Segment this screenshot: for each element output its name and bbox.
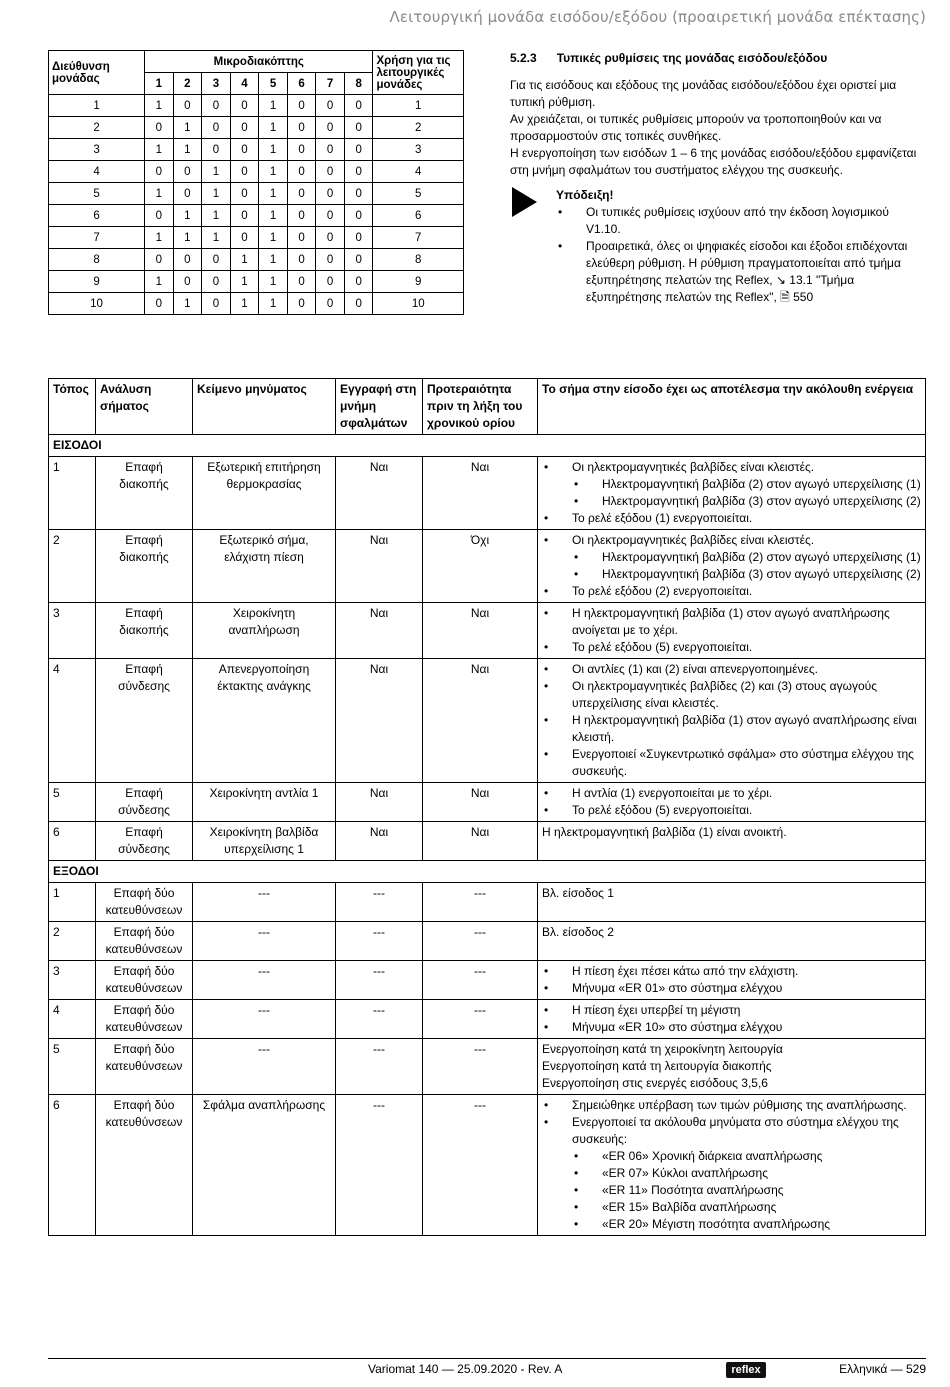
- address-cell: 2: [49, 117, 145, 139]
- switch-bit-cell: 0: [287, 227, 316, 249]
- action-item: [542, 980, 921, 997]
- action-line: Ενεργοποίηση κατά τη χειροκίνητη λειτουργία: [542, 1042, 783, 1056]
- switch-bit-cell: 0: [145, 117, 174, 139]
- action-cell: [538, 961, 926, 1000]
- signal-type-cell: Επαφή δύο κατευθύνσεων: [96, 1095, 193, 1236]
- switch-bit-cell: 0: [202, 117, 231, 139]
- switch-bit-cell: 0: [202, 249, 231, 271]
- message-cell: ---: [193, 1000, 336, 1039]
- signal-table: [48, 378, 926, 1236]
- switch-bit-cell: 0: [316, 205, 345, 227]
- switch-bit-cell: 0: [344, 249, 373, 271]
- switch-bit-cell: 1: [202, 227, 231, 249]
- switch-bit-cell: 1: [230, 249, 259, 271]
- action-text: Μήνυμα «ER 01» στο σύστημα ελέγχου: [572, 981, 783, 995]
- use-cell: 10: [373, 293, 464, 315]
- priority-cell: ---: [423, 1095, 538, 1236]
- action-item: [542, 712, 921, 746]
- action-item: [542, 459, 921, 510]
- reflex-logo: reflex: [726, 1362, 766, 1378]
- address-cell: 9: [49, 271, 145, 293]
- action-text: Σημειώθηκε υπέρβαση των τιμών ρύθμισης της αναπλήρωσης.: [572, 1098, 907, 1112]
- use-cell: 6: [373, 205, 464, 227]
- switch-bit-cell: 0: [344, 271, 373, 293]
- switch-number: 4: [230, 73, 259, 95]
- switch-bit-cell: 1: [173, 293, 202, 315]
- priority-cell: Ναι: [423, 822, 538, 861]
- switch-bit-cell: 1: [259, 95, 288, 117]
- table-row: [49, 1095, 926, 1236]
- fault-log-cell: Ναι: [336, 822, 423, 861]
- switch-bit-cell: 1: [202, 161, 231, 183]
- table-row: [49, 227, 464, 249]
- switch-bit-cell: 0: [316, 271, 345, 293]
- position-cell: 6: [49, 1095, 96, 1236]
- switch-bit-cell: 0: [230, 161, 259, 183]
- action-line: Η ηλεκτρομαγνητική βαλβίδα (1) είναι ανοικτή.: [542, 825, 787, 839]
- table-row: [49, 530, 926, 603]
- table-row: [49, 249, 464, 271]
- action-text: Το ρελέ εξόδου (1) ενεργοποιείται.: [572, 511, 753, 525]
- switch-bit-cell: 1: [145, 271, 174, 293]
- switch-number: 8: [344, 73, 373, 95]
- action-cell: [538, 603, 926, 659]
- table-row: [49, 271, 464, 293]
- switch-bit-cell: 1: [259, 183, 288, 205]
- action-item: [542, 1114, 921, 1233]
- fault-log-cell: ---: [336, 1095, 423, 1236]
- action-text: Το ρελέ εξόδου (2) ενεργοποιείται.: [572, 584, 753, 598]
- action-cell: [538, 1039, 926, 1095]
- switch-bit-cell: 1: [145, 227, 174, 249]
- address-cell: 5: [49, 183, 145, 205]
- fault-log-cell: ---: [336, 961, 423, 1000]
- switch-number: 2: [173, 73, 202, 95]
- position-cell: 2: [49, 530, 96, 603]
- action-item: [542, 802, 921, 819]
- fault-log-cell: Ναι: [336, 659, 423, 783]
- action-list: [542, 963, 921, 997]
- section-title: Τυπικές ρυθμίσεις της μονάδας εισόδου/εξόδου: [556, 51, 828, 65]
- action-item: [542, 678, 921, 712]
- action-list: [542, 1097, 921, 1233]
- table-row: [49, 139, 464, 161]
- position-cell: 4: [49, 659, 96, 783]
- position-cell: 1: [49, 457, 96, 530]
- use-cell: 3: [373, 139, 464, 161]
- position-cell: 5: [49, 1039, 96, 1095]
- table-row: [49, 883, 926, 922]
- priority-cell: ---: [423, 883, 538, 922]
- position-cell: 3: [49, 961, 96, 1000]
- switch-bit-cell: 1: [173, 205, 202, 227]
- message-cell: ---: [193, 961, 336, 1000]
- switch-bit-cell: 0: [287, 293, 316, 315]
- message-cell: Εξωτερική επιτήρηση θερμοκρασίας: [193, 457, 336, 530]
- message-cell: Χειροκίνητη βαλβίδα υπερχείλισης 1: [193, 822, 336, 861]
- switch-bit-cell: 0: [344, 227, 373, 249]
- table-row: [49, 293, 464, 315]
- action-text: Η πίεση έχει υπερβεί τη μέγιστη: [572, 1003, 741, 1017]
- inputs-group: [49, 435, 926, 457]
- switch-bit-cell: 1: [259, 271, 288, 293]
- switch-bit-cell: 1: [145, 183, 174, 205]
- signal-type-cell: Επαφή σύνδεσης: [96, 659, 193, 783]
- message-cell: Απενεργοποίηση έκτακτης ανάγκης: [193, 659, 336, 783]
- position-cell: 4: [49, 1000, 96, 1039]
- action-list: [542, 459, 921, 527]
- switch-bit-cell: 1: [173, 117, 202, 139]
- action-cell: [538, 530, 926, 603]
- use-cell: 4: [373, 161, 464, 183]
- switch-bit-cell: 0: [287, 95, 316, 117]
- column-header: Τόπος: [49, 379, 96, 435]
- switch-bit-cell: 0: [287, 117, 316, 139]
- switch-bit-cell: 1: [202, 205, 231, 227]
- table-row: [49, 205, 464, 227]
- action-text: Το ρελέ εξόδου (5) ενεργοποιείται.: [572, 803, 753, 817]
- message-cell: Σφάλμα αναπλήρωσης: [193, 1095, 336, 1236]
- action-text: Ενεργοποιεί τα ακόλουθα μηνύματα στο σύστημα ελέγχου της συσκευής:: [572, 1115, 899, 1146]
- action-item: [542, 510, 921, 527]
- action-text: Μήνυμα «ER 10» στο σύστημα ελέγχου: [572, 1020, 783, 1034]
- switch-bit-cell: 0: [316, 95, 345, 117]
- position-cell: 3: [49, 603, 96, 659]
- switch-bit-cell: 0: [316, 117, 345, 139]
- table-row: [49, 183, 464, 205]
- switch-number: 3: [202, 73, 231, 95]
- footer-rule: [48, 1358, 926, 1359]
- switch-bit-cell: 0: [230, 205, 259, 227]
- use-cell: 9: [373, 271, 464, 293]
- action-cell: [538, 822, 926, 861]
- switch-bit-cell: 0: [344, 95, 373, 117]
- action-subitem: • «ER 20» Μέγιστη ποσότητα αναπλήρωσης: [572, 1216, 921, 1233]
- action-text: Οι ηλεκτρομαγνητικές βαλβίδες (2) και (3) στους αγωγούς υπερχείλισης είναι κλειστές.: [572, 679, 877, 710]
- action-item: [542, 532, 921, 583]
- message-cell: Εξωτερικό σήμα, ελάχιστη πίεση: [193, 530, 336, 603]
- action-cell: [538, 783, 926, 822]
- switch-bit-cell: 0: [173, 183, 202, 205]
- use-cell: 8: [373, 249, 464, 271]
- action-sublist: [572, 549, 921, 583]
- action-text: Η πίεση έχει πέσει κάτω από την ελάχιστη.: [572, 964, 799, 978]
- switch-bit-cell: 1: [259, 293, 288, 315]
- message-cell: ---: [193, 883, 336, 922]
- message-cell: Χειροκίνητη αναπλήρωση: [193, 603, 336, 659]
- action-text: Η αντλία (1) ενεργοποιείται με το χέρι.: [572, 786, 773, 800]
- col-address-header: Διεύθυνση μονάδας: [49, 51, 145, 95]
- table-row: [49, 603, 926, 659]
- switch-bit-cell: 0: [202, 139, 231, 161]
- switch-bit-cell: 0: [145, 161, 174, 183]
- action-sublist: [572, 476, 921, 510]
- note-title: Υπόδειξη!: [556, 188, 614, 202]
- action-line: Ενεργοποίηση στις ενεργές εισόδους 3,5,6: [542, 1076, 768, 1090]
- action-cell: [538, 883, 926, 922]
- switch-bit-cell: 0: [316, 293, 345, 315]
- switch-number: 5: [259, 73, 288, 95]
- action-text: Ενεργοποιεί «Συγκεντρωτικό σφάλμα» στο σύστημα ελέγχου της συσκευής.: [572, 747, 914, 778]
- action-item: [542, 639, 921, 656]
- switch-bit-cell: 0: [344, 293, 373, 315]
- signal-type-cell: Επαφή δύο κατευθύνσεων: [96, 1039, 193, 1095]
- switch-bit-cell: 0: [316, 161, 345, 183]
- footer-doc-info: Variomat 140 — 25.09.2020 - Rev. A: [368, 1362, 563, 1376]
- action-item: [542, 661, 921, 678]
- message-cell: ---: [193, 1039, 336, 1095]
- action-cell: [538, 659, 926, 783]
- switch-bit-cell: 0: [316, 139, 345, 161]
- column-header: Κείμενο μηνύματος: [193, 379, 336, 435]
- action-list: [542, 661, 921, 780]
- table-row: [49, 457, 926, 530]
- message-cell: ---: [193, 922, 336, 961]
- column-header: Προτεραιότητα πριν τη λήξη του χρονικού ορίου: [423, 379, 538, 435]
- table-row: [49, 117, 464, 139]
- switch-bit-cell: 0: [287, 205, 316, 227]
- priority-cell: ---: [423, 922, 538, 961]
- switch-bit-cell: 0: [230, 227, 259, 249]
- note-arrow-icon: [512, 187, 537, 217]
- signal-type-cell: Επαφή δύο κατευθύνσεων: [96, 883, 193, 922]
- fault-log-cell: ---: [336, 1000, 423, 1039]
- switch-bit-cell: 1: [145, 95, 174, 117]
- switch-number: 1: [145, 73, 174, 95]
- address-cell: 7: [49, 227, 145, 249]
- action-text: Οι αντλίες (1) και (2) είναι απενεργοποιημένες.: [572, 662, 818, 676]
- action-list: [542, 785, 921, 819]
- outputs-group: [49, 861, 926, 883]
- paragraph: Για τις εισόδους και εξόδους της μονάδας εισόδου/εξόδου έχει οριστεί μια τυπική ρύθμιση.: [510, 78, 897, 109]
- action-list: [542, 605, 921, 656]
- address-cell: 10: [49, 293, 145, 315]
- switch-bit-cell: 1: [259, 139, 288, 161]
- action-subitem: • Ηλεκτρομαγνητική βαλβίδα (2) στον αγωγό υπερχείλισης (1): [572, 476, 921, 493]
- col-switch-header: Μικροδιακόπτης: [145, 51, 373, 73]
- outputs-group-label: ΕΞΟΔΟΙ: [49, 861, 926, 883]
- priority-cell: Ναι: [423, 457, 538, 530]
- position-cell: 1: [49, 883, 96, 922]
- switch-number: 6: [287, 73, 316, 95]
- switch-bit-cell: 0: [287, 139, 316, 161]
- action-text: Η ηλεκτρομαγνητική βαλβίδα (1) στον αγωγό αναπλήρωσης είναι κλειστή.: [572, 713, 917, 744]
- switch-bit-cell: 1: [259, 117, 288, 139]
- fault-log-cell: ---: [336, 922, 423, 961]
- action-subitem: • Ηλεκτρομαγνητική βαλβίδα (3) στον αγωγό υπερχείλισης (2): [572, 566, 921, 583]
- switch-bit-cell: 0: [287, 161, 316, 183]
- action-text: Οι ηλεκτρομαγνητικές βαλβίδες είναι κλειστές.: [572, 460, 815, 474]
- table-row: [49, 822, 926, 861]
- switch-bit-cell: 0: [145, 293, 174, 315]
- switch-bit-cell: 1: [259, 227, 288, 249]
- paragraph: Αν χρειάζεται, οι τυπικές ρυθμίσεις μπορούν να τροποποιηθούν και να προσαρμοστούν στις τοπικές συνθήκες.: [510, 112, 882, 143]
- use-cell: 1: [373, 95, 464, 117]
- switch-bit-cell: 0: [316, 227, 345, 249]
- action-cell: [538, 457, 926, 530]
- switch-bit-cell: 0: [145, 249, 174, 271]
- table-row: [49, 922, 926, 961]
- use-cell: 7: [373, 227, 464, 249]
- switch-bit-cell: 0: [230, 139, 259, 161]
- fault-log-cell: ---: [336, 1039, 423, 1095]
- action-item: [542, 746, 921, 780]
- action-subitem: • «ER 07» Κύκλοι αναπλήρωσης: [572, 1165, 921, 1182]
- priority-cell: ---: [423, 961, 538, 1000]
- action-item: [542, 605, 921, 639]
- action-subitem: • «ER 15» Βαλβίδα αναπλήρωσης: [572, 1199, 921, 1216]
- switch-bit-cell: 0: [344, 161, 373, 183]
- priority-cell: ---: [423, 1000, 538, 1039]
- action-item: [542, 1002, 921, 1019]
- fault-log-cell: ---: [336, 883, 423, 922]
- fault-log-cell: Ναι: [336, 530, 423, 603]
- address-cell: 6: [49, 205, 145, 227]
- section-number: 5.2.3: [510, 51, 537, 65]
- switch-bit-cell: 0: [202, 293, 231, 315]
- switch-bit-cell: 1: [230, 271, 259, 293]
- note-item: • Οι τυπικές ρυθμίσεις ισχύουν από την έκδοση λογισμικού V1.10.: [556, 204, 918, 238]
- action-item: [542, 1097, 921, 1114]
- switch-bit-cell: 0: [202, 95, 231, 117]
- address-cell: 1: [49, 95, 145, 117]
- action-text: Οι ηλεκτρομαγνητικές βαλβίδες είναι κλειστές.: [572, 533, 815, 547]
- use-cell: 2: [373, 117, 464, 139]
- switch-bit-cell: 1: [259, 161, 288, 183]
- switch-bit-cell: 0: [344, 183, 373, 205]
- fault-log-cell: Ναι: [336, 603, 423, 659]
- action-text: Η ηλεκτρομαγνητική βαλβίδα (1) στον αγωγό αναπλήρωσης ανοίγεται με το χέρι.: [572, 606, 890, 637]
- position-cell: 6: [49, 822, 96, 861]
- switch-bit-cell: 0: [202, 271, 231, 293]
- signal-type-cell: Επαφή δύο κατευθύνσεων: [96, 922, 193, 961]
- action-cell: [538, 922, 926, 961]
- action-text: Το ρελέ εξόδου (5) ενεργοποιείται.: [572, 640, 753, 654]
- action-sublist: [572, 1148, 921, 1233]
- fault-log-cell: Ναι: [336, 783, 423, 822]
- use-cell: 5: [373, 183, 464, 205]
- switch-bit-cell: 0: [173, 161, 202, 183]
- switch-bit-cell: 0: [287, 271, 316, 293]
- priority-cell: Ναι: [423, 659, 538, 783]
- column-header: Το σήμα στην είσοδο έχει ως αποτέλεσμα την ακόλουθη ενέργεια: [538, 379, 926, 435]
- section-heading: [510, 50, 918, 67]
- running-header: Λειτουργική μονάδα εισόδου/εξόδου (προαιρετική μονάδα επέκτασης): [389, 8, 926, 26]
- action-subitem: • Ηλεκτρομαγνητική βαλβίδα (3) στον αγωγό υπερχείλισης (2): [572, 493, 921, 510]
- switch-bit-cell: 0: [344, 139, 373, 161]
- action-cell: [538, 1000, 926, 1039]
- signal-type-cell: Επαφή διακοπής: [96, 457, 193, 530]
- fault-log-cell: Ναι: [336, 457, 423, 530]
- switch-bit-cell: 0: [344, 205, 373, 227]
- switch-bit-cell: 1: [230, 293, 259, 315]
- signal-type-cell: Επαφή διακοπής: [96, 530, 193, 603]
- switch-bit-cell: 0: [344, 117, 373, 139]
- action-cell: [538, 1095, 926, 1236]
- action-subitem: • Ηλεκτρομαγνητική βαλβίδα (2) στον αγωγό υπερχείλισης (1): [572, 549, 921, 566]
- table-row: [49, 1000, 926, 1039]
- signal-type-cell: Επαφή διακοπής: [96, 603, 193, 659]
- switch-bit-cell: 0: [230, 117, 259, 139]
- switch-bit-cell: 1: [173, 227, 202, 249]
- note-item: • Προαιρετικά, όλες οι ψηφιακές είσοδοι και έξοδοι επιδέχονται ελεύθερη ρύθμιση. Η ρύθμιση πραγματοποιείται από τμήμα εξυπηρέτησης πελατών της Reflex, ↘ 13.1 "Τμήμα εξυπηρέτησης πελατών της Reflex", 🗎 550: [556, 238, 918, 306]
- signal-type-cell: Επαφή δύο κατευθύνσεων: [96, 1000, 193, 1039]
- action-item: [542, 963, 921, 980]
- message-cell: Χειροκίνητη αντλία 1: [193, 783, 336, 822]
- address-cell: 8: [49, 249, 145, 271]
- table-row: [49, 161, 464, 183]
- switch-bit-cell: 1: [259, 249, 288, 271]
- switch-bit-cell: 0: [230, 95, 259, 117]
- col-use-header: Χρήση για τις λειτουργικές μονάδες: [373, 51, 464, 95]
- switch-bit-cell: 0: [173, 95, 202, 117]
- switch-number: 7: [316, 73, 345, 95]
- priority-cell: ---: [423, 1039, 538, 1095]
- action-item: [542, 1019, 921, 1036]
- action-line: Βλ. είσοδος 2: [542, 925, 614, 939]
- switch-bit-cell: 1: [173, 139, 202, 161]
- paragraph: Η ενεργοποίηση των εισόδων 1 – 6 της μονάδας εισόδου/εξόδου εμφανίζεται στη μνήμη σφαλμάτων του συστήματος ελέγχου της συσκευής.: [510, 146, 917, 177]
- signal-type-cell: Επαφή σύνδεσης: [96, 822, 193, 861]
- signal-type-cell: Επαφή δύο κατευθύνσεων: [96, 961, 193, 1000]
- action-line: Βλ. είσοδος 1: [542, 886, 614, 900]
- switch-bit-cell: 0: [145, 205, 174, 227]
- action-list: [542, 1002, 921, 1036]
- switch-bit-cell: 0: [173, 271, 202, 293]
- footer-page: Ελληνικά — 529: [839, 1362, 926, 1376]
- priority-cell: Όχι: [423, 530, 538, 603]
- address-cell: 4: [49, 161, 145, 183]
- switch-bit-cell: 1: [202, 183, 231, 205]
- table-row: [49, 95, 464, 117]
- table-row: [49, 961, 926, 1000]
- position-cell: 5: [49, 783, 96, 822]
- dip-switch-table: [48, 50, 464, 315]
- inputs-group-label: ΕΙΣΟΔΟΙ: [49, 435, 926, 457]
- action-line: Ενεργοποίηση κατά τη λειτουργία διακοπής: [542, 1059, 772, 1073]
- column-header: Εγγραφή στη μνήμη σφαλμάτων: [336, 379, 423, 435]
- priority-cell: Ναι: [423, 603, 538, 659]
- switch-bit-cell: 0: [316, 249, 345, 271]
- action-item: [542, 583, 921, 600]
- priority-cell: Ναι: [423, 783, 538, 822]
- switch-bit-cell: 1: [145, 139, 174, 161]
- table-row: [49, 659, 926, 783]
- switch-bit-cell: 0: [316, 183, 345, 205]
- action-list: [542, 532, 921, 600]
- section-standard-settings: [510, 50, 918, 306]
- table-row: [49, 1039, 926, 1095]
- address-cell: 3: [49, 139, 145, 161]
- table-row: [49, 783, 926, 822]
- switch-bit-cell: 0: [287, 183, 316, 205]
- switch-bit-cell: 0: [173, 249, 202, 271]
- note-box: [510, 187, 918, 306]
- position-cell: 2: [49, 922, 96, 961]
- column-header: Ανάλυση σήματος: [96, 379, 193, 435]
- switch-bit-cell: 0: [230, 183, 259, 205]
- action-subitem: • «ER 11» Ποσότητα αναπλήρωσης: [572, 1182, 921, 1199]
- signal-type-cell: Επαφή σύνδεσης: [96, 783, 193, 822]
- switch-bit-cell: 0: [287, 249, 316, 271]
- switch-bit-cell: 1: [259, 205, 288, 227]
- action-subitem: • «ER 06» Χρονική διάρκεια αναπλήρωσης: [572, 1148, 921, 1165]
- action-item: [542, 785, 921, 802]
